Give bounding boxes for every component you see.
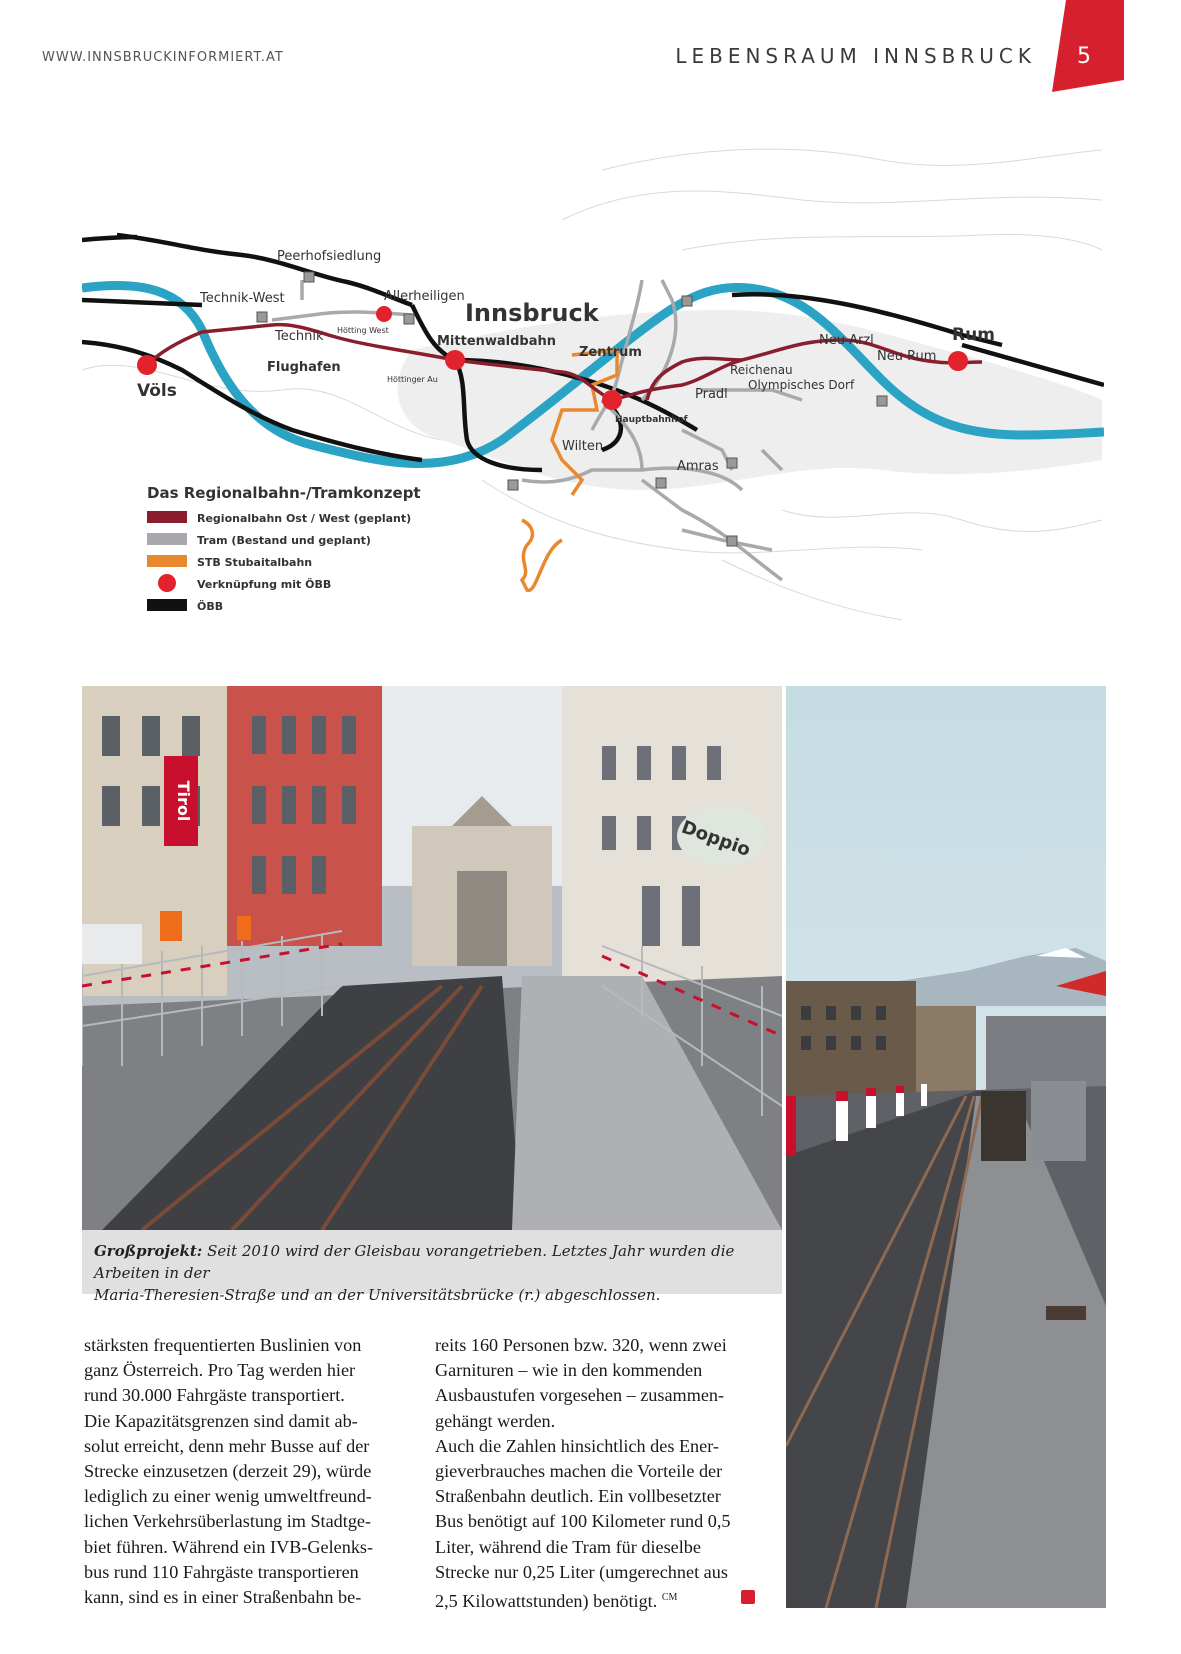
body-line: rund 30.000 Fahrgäste transportiert. xyxy=(84,1385,345,1406)
body-line: reits 160 Personen bzw. 320, wenn zwei xyxy=(435,1335,727,1355)
body-line: bus rund 110 Fahrgäste transportieren xyxy=(84,1561,359,1582)
legend-label-regionalbahn: Regionalbahn Ost / West (geplant) xyxy=(197,512,412,525)
legend-swatch-oebb xyxy=(147,599,187,611)
body-line: Bus benötigt auf 100 Kilometer rund 0,5 xyxy=(435,1511,731,1532)
body-line: Liter, während die Tram für dieselbe xyxy=(435,1536,701,1557)
section-title: LEBENSRAUM INNSBRUCK xyxy=(675,44,1036,68)
label-amras: Amras xyxy=(677,459,719,474)
body-last-line xyxy=(435,1585,757,1614)
body-line: Straßenbahn deutlich. Ein vollbesetzter xyxy=(435,1486,721,1507)
label-hauptbahnhof: Hauptbahnhof xyxy=(615,415,688,425)
mittenwaldbahn-station-dot xyxy=(445,350,465,370)
label-hoettinger-au: Höttinger Au xyxy=(387,375,438,384)
photo-universitaetsbruecke xyxy=(786,686,1106,1608)
cafe-sign-text: Doppio xyxy=(678,816,754,861)
caption-line-2: Maria-Theresien-Straße und an der Universitätsbrücke (r.) abgeschlossen. xyxy=(94,1286,661,1304)
caption-bold-lead: Großprojekt: xyxy=(94,1242,203,1260)
label-olympisches-dorf: Olympisches Dorf xyxy=(748,378,855,392)
body-line: lichen Verkehrsüberlastung im Stadtge- xyxy=(84,1511,372,1532)
label-wilten: Wilten xyxy=(562,439,604,454)
label-voels: Völs xyxy=(137,381,177,401)
body-line: kann, sind es in einer Straßenbahn be- xyxy=(84,1587,362,1608)
label-innsbruck: Innsbruck xyxy=(465,299,599,327)
body-line: ganz Österreich. Pro Tag werden hier xyxy=(84,1360,356,1381)
body-column-2 xyxy=(435,1333,757,1614)
body-line: Garnituren – wie in den kommenden xyxy=(435,1360,703,1381)
body-line: Die Kapazitätsgrenzen sind damit ab- xyxy=(84,1410,358,1431)
label-technik: Technik xyxy=(275,329,324,344)
photo-caption xyxy=(82,1230,782,1304)
body-line: stärksten frequentierten Buslinien von xyxy=(84,1335,362,1355)
body-line: Strecke nur 0,25 Liter (umgerechnet aus xyxy=(435,1561,728,1582)
body-column-1 xyxy=(84,1333,406,1610)
body-line: Ausbaustufen vorgesehen – zusammen- xyxy=(435,1385,725,1406)
label-neu-rum: Neu Rum xyxy=(877,349,937,364)
legend-label-tram: Tram (Bestand und geplant) xyxy=(197,534,371,547)
label-flughafen: Flughafen xyxy=(267,360,341,375)
legend-swatch-oebb-connection xyxy=(158,574,176,592)
allerheiligen-station-dot xyxy=(376,306,392,322)
voels-station-dot xyxy=(137,355,157,375)
map-legend xyxy=(147,484,421,613)
legend-swatch-tram xyxy=(147,533,187,545)
label-pradl: Pradl xyxy=(695,387,728,402)
hauptbahnhof-station-dot xyxy=(602,390,622,410)
website-url: WWW.INNSBRUCKINFORMIERT.AT xyxy=(42,50,284,65)
tram-concept-map xyxy=(82,140,1104,660)
label-technik-west: Technik-West xyxy=(200,291,285,306)
body-line: gieverbrauches machen die Vorteile der xyxy=(435,1461,723,1482)
body-line: Strecke einzusetzen (derzeit 29), würde xyxy=(84,1461,372,1482)
label-reichenau: Reichenau xyxy=(730,363,793,377)
body-line: lediglich zu einer wenig umweltfreund- xyxy=(84,1486,372,1507)
legend-swatch-regionalbahn xyxy=(147,511,187,523)
body-line: biet führen. Während ein IVB-Gelenks- xyxy=(84,1536,374,1557)
author-initials: CM xyxy=(661,1592,678,1604)
tirol-banner-text: Tirol xyxy=(174,780,193,822)
body-line: gehängt werden. xyxy=(435,1410,556,1431)
page-number: 5 xyxy=(1077,44,1091,69)
legend-title: Das Regionalbahn-/Tramkonzept xyxy=(147,484,421,502)
label-zentrum: Zentrum xyxy=(579,345,642,360)
body-line: solut erreicht, denn mehr Busse auf der xyxy=(84,1435,370,1456)
label-hoetting-west: Hötting West xyxy=(337,326,389,335)
label-mittenwaldbahn: Mittenwaldbahn xyxy=(437,334,557,349)
body-line: Auch die Zahlen hinsichtlich des Ener- xyxy=(435,1435,719,1456)
legend-label-oebb: ÖBB xyxy=(197,600,224,613)
legend-label-stb: STB Stubaitalbahn xyxy=(197,556,313,569)
article-end-mark xyxy=(741,1590,755,1604)
label-peerhofsiedlung: Peerhofsiedlung xyxy=(277,249,382,264)
legend-swatch-stb xyxy=(147,555,187,567)
rum-station-dot xyxy=(948,351,968,371)
label-rum: Rum xyxy=(952,325,995,345)
body-line: 2,5 Kilowattstunden) benötigt. xyxy=(435,1591,658,1612)
label-allerheiligen: Allerheiligen xyxy=(384,289,465,304)
photo-maria-theresien-strasse xyxy=(82,686,782,1230)
label-neu-arzl: Neu Arzl xyxy=(819,333,874,348)
caption-line-1: Seit 2010 wird der Gleisbau vorangetrieben. Letztes Jahr wurden die Arbeiten in der xyxy=(94,1242,735,1282)
legend-label-oebb-connection: Verknüpfung mit ÖBB xyxy=(197,578,332,591)
